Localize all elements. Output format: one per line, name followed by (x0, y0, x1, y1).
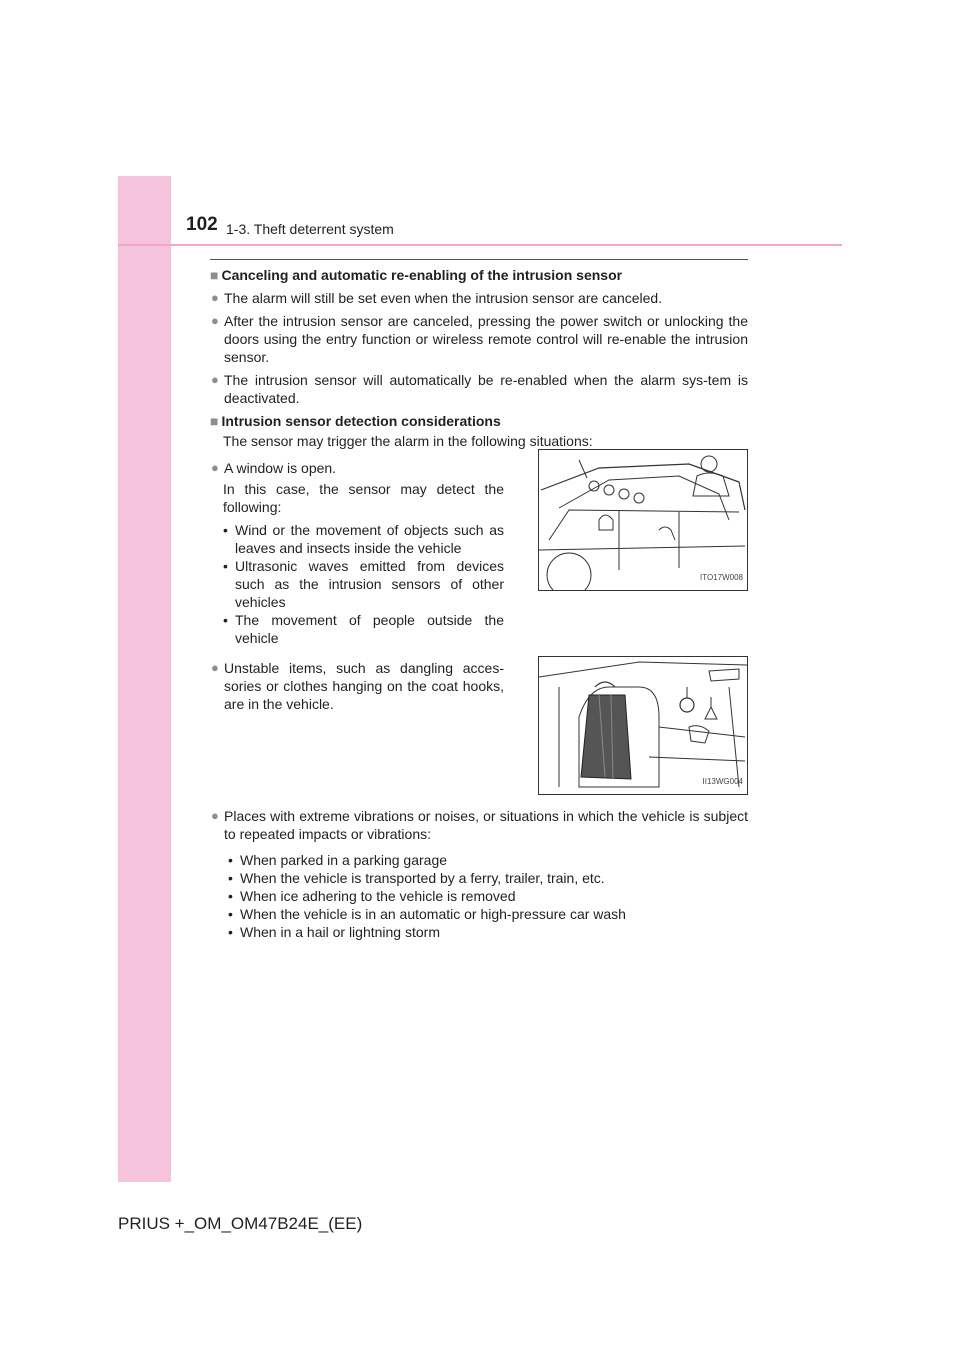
bullet-dot-icon: ● (211, 290, 219, 305)
page-content (210, 266, 748, 941)
sub-bullet-icon: • (223, 612, 228, 628)
section1-heading: ■ Canceling and automatic re-enabling of the intrusion sensor (210, 267, 623, 283)
sub-bullet-icon: • (228, 888, 233, 904)
list-item: • When in a hail or lightning storm (228, 924, 440, 940)
side-tab-strip (118, 176, 171, 1182)
list-item: • When the vehicle is transported by a ferry, trailer, train, etc. (228, 870, 605, 886)
bullet-dot-icon: ● (211, 372, 219, 387)
item3-sublist (228, 851, 748, 941)
sub-bullet-icon: • (228, 924, 233, 940)
open-window-illustration (538, 449, 748, 591)
sub-bullet-icon: • (223, 558, 228, 574)
item3-bullet: ● Places with extreme vibrations or noises, or situations in which the vehicle is subject to repeated impacts or vibrations: (211, 808, 748, 842)
coat-hook-illustration (538, 656, 748, 795)
sub-bullet-icon: • (228, 906, 233, 922)
item1-detail: In this case, the sensor may detect the following: (223, 481, 504, 515)
section1-bullet: ● The alarm will still be set even when the intrusion sensor are canceled. (211, 290, 663, 306)
section2-heading: ■ Intrusion sensor detection considerations (210, 413, 501, 429)
item1-row (210, 459, 748, 647)
bullet-dot-icon: ● (211, 660, 219, 675)
section-title: 1-3. Theft deterrent system (226, 221, 394, 237)
item2-bullet: ● Unstable items, such as dangling acces-sories or clothes hanging on the coat hooks, are in the vehicle. (211, 660, 504, 712)
doc-code-footer: PRIUS +_OM_OM47B24E_(EE) (118, 1214, 363, 1233)
item1-text (210, 459, 504, 647)
item1-bullet: ● A window is open. (211, 460, 337, 476)
heading-marker-icon: ■ (210, 267, 219, 283)
heading-marker-icon: ■ (210, 413, 219, 429)
list-item: • When the vehicle is in an automatic or high-pressure car wash (228, 906, 626, 922)
figure-code: ITO17W008 (700, 573, 743, 582)
list-item: • Ultrasonic waves emitted from devices such as the intrusion sensors of other vehicles (223, 558, 504, 610)
bullet-dot-icon: ● (211, 808, 219, 823)
section1-bullet: ● After the intrusion sensor are canceled, pressing the power switch or unlocking the doors using the entry function or wireless remote control will re-enable the intrusion sensor. (211, 313, 748, 365)
item2-text (210, 659, 504, 795)
section1-bullet: ● The intrusion sensor will automatically be re-enabled when the alarm sys-tem is deactivated. (211, 372, 748, 406)
sub-bullet-icon: • (228, 870, 233, 886)
list-item: • When parked in a parking garage (228, 852, 448, 868)
bullet-dot-icon: ● (211, 313, 219, 328)
bullet-dot-icon: ● (211, 460, 219, 475)
list-item: • When ice adhering to the vehicle is removed (228, 888, 516, 904)
item1-sublist (223, 521, 504, 647)
list-item: • The movement of people outside the vehicle (223, 612, 504, 646)
content-top-rule (210, 259, 748, 260)
sub-bullet-icon: • (223, 522, 228, 538)
sub-bullet-icon: • (228, 852, 233, 868)
page-number: 102 (186, 214, 218, 235)
item2-row (210, 659, 748, 795)
header-rule (118, 244, 842, 246)
figure-code: II13WG004 (702, 777, 743, 786)
list-item: • Wind or the movement of objects such as leaves and insects inside the vehicle (223, 522, 504, 556)
section2-intro: The sensor may trigger the alarm in the following situations: (223, 433, 593, 449)
